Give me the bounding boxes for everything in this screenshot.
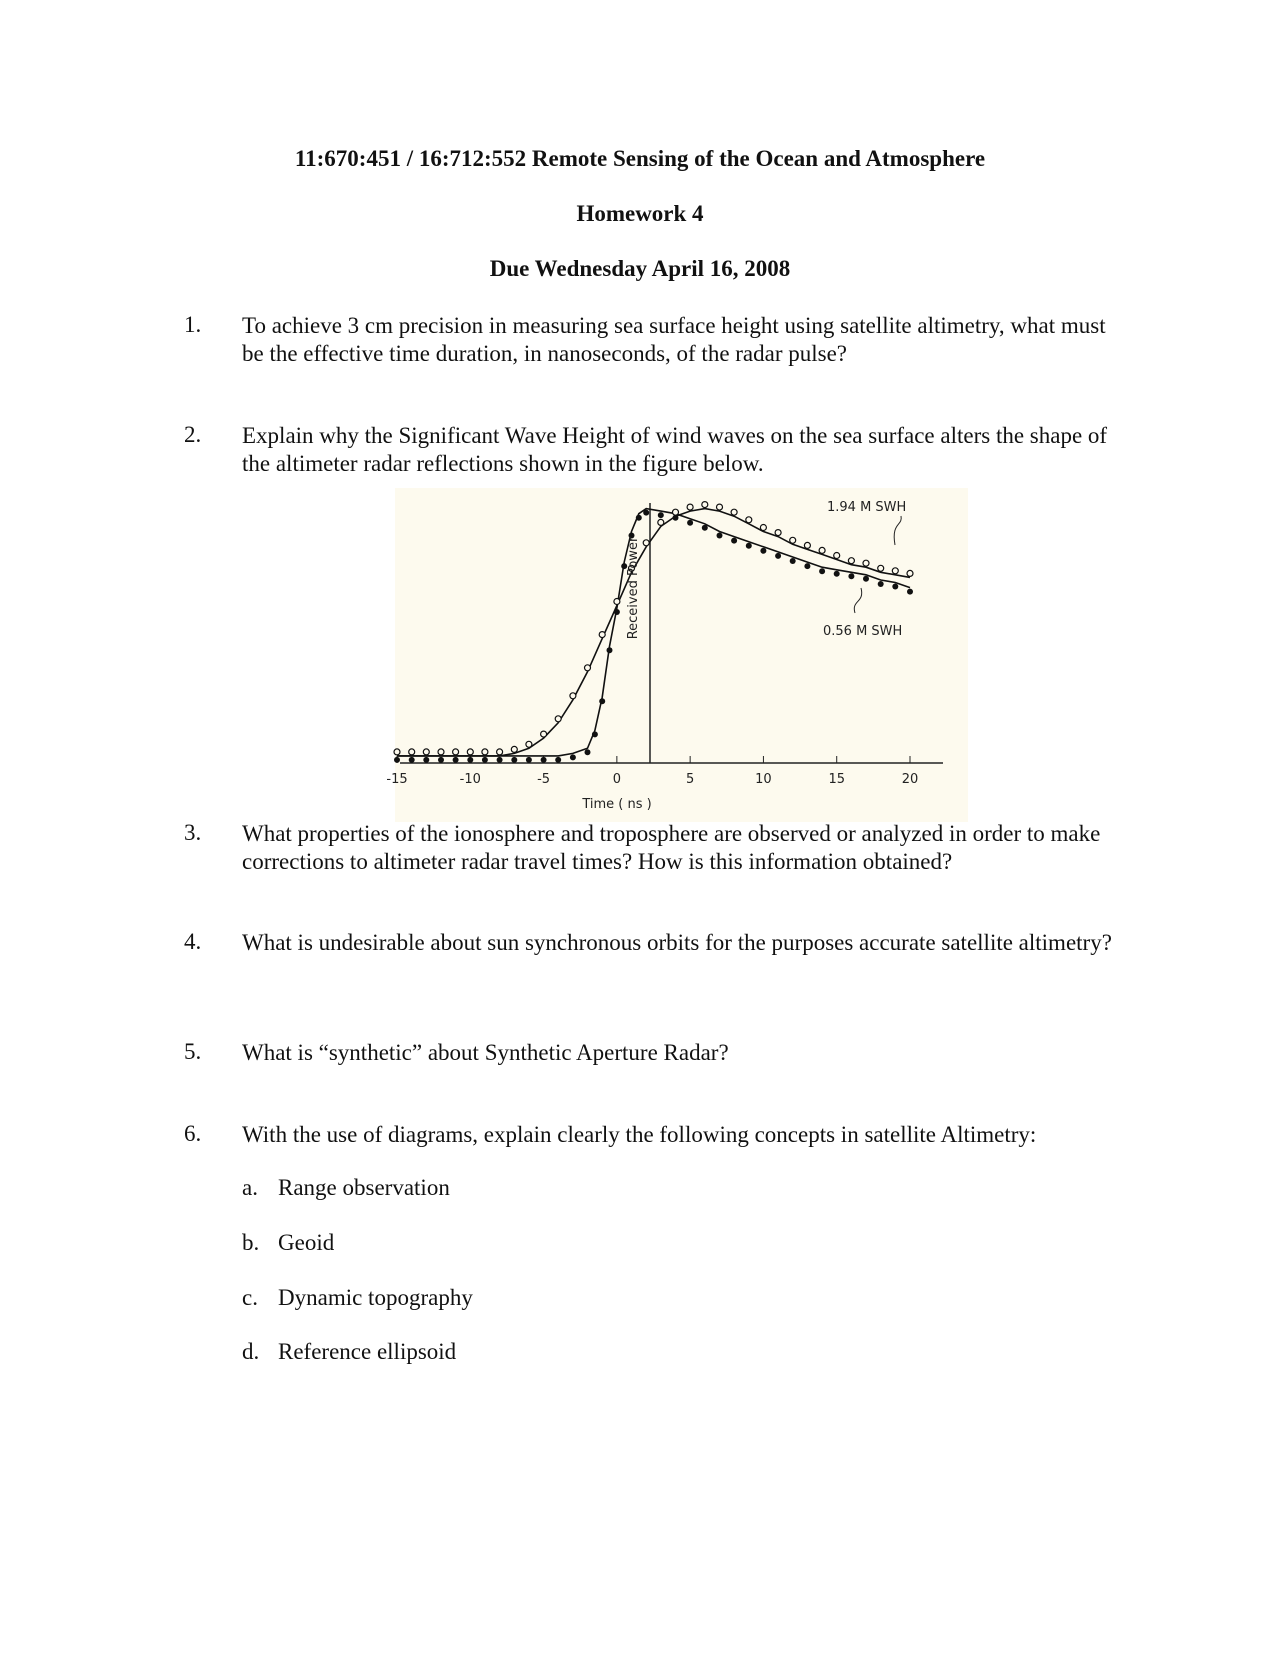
question-number: 6. bbox=[184, 1121, 202, 1146]
data-point-series-1 bbox=[878, 581, 884, 587]
y-axis-label: Received Power bbox=[626, 536, 641, 640]
course-title: 11:670:451 / 16:712:552 Remote Sensing of the Ocean and Atmosphere bbox=[294, 146, 986, 171]
data-point-series-1 bbox=[511, 757, 517, 763]
data-point-series-1 bbox=[746, 543, 752, 549]
data-point-series-1 bbox=[907, 589, 913, 595]
data-point-series-2 bbox=[453, 749, 459, 755]
question-text: With the use of diagrams, explain clearly the following concepts in satellite Altimetry: bbox=[242, 1122, 1037, 1147]
subitem bbox=[242, 1339, 456, 1365]
data-point-series-2 bbox=[863, 560, 869, 566]
data-point-series-1 bbox=[482, 757, 488, 763]
data-point-series-1 bbox=[394, 757, 400, 763]
data-point-series-2 bbox=[658, 519, 664, 525]
data-point-series-2 bbox=[702, 502, 708, 508]
question-text: What properties of the ionosphere and troposphere are observed or analyzed in order to make corrections to altimeter radar travel times? How is this information obtained? bbox=[242, 821, 1101, 874]
x-tick-label: 0 bbox=[612, 772, 621, 787]
subitem-label: b. bbox=[242, 1230, 260, 1255]
data-point-series-1 bbox=[636, 515, 642, 521]
data-point-series-2 bbox=[643, 540, 649, 546]
data-point-series-2 bbox=[555, 716, 561, 722]
data-point-series-1 bbox=[790, 558, 796, 564]
data-point-series-1 bbox=[658, 512, 664, 518]
data-point-series-2 bbox=[614, 599, 620, 605]
data-point-series-2 bbox=[731, 509, 737, 515]
x-tick-label: 20 bbox=[901, 772, 919, 787]
subitem bbox=[242, 1175, 450, 1201]
data-point-series-1 bbox=[863, 576, 869, 582]
question-text: What is “synthetic” about Synthetic Aperture Radar? bbox=[242, 1040, 729, 1065]
data-point-series-2 bbox=[423, 749, 429, 755]
subitem-label: c. bbox=[242, 1285, 258, 1310]
subitem-text: Range observation bbox=[278, 1175, 450, 1200]
data-point-series-1 bbox=[643, 510, 649, 516]
data-point-series-1 bbox=[453, 757, 459, 763]
data-point-series-2 bbox=[526, 741, 532, 747]
x-tick-label: -15 bbox=[386, 772, 408, 787]
data-point-series-1 bbox=[760, 548, 766, 554]
annotation-arrow-upper bbox=[894, 516, 901, 545]
data-point-series-2 bbox=[482, 749, 488, 755]
data-point-series-1 bbox=[423, 757, 429, 763]
data-point-series-1 bbox=[687, 520, 693, 526]
data-point-series-2 bbox=[760, 525, 766, 531]
data-point-series-1 bbox=[775, 553, 781, 559]
data-point-series-1 bbox=[526, 757, 532, 763]
data-point-series-1 bbox=[409, 757, 415, 763]
subitem bbox=[242, 1285, 473, 1311]
data-point-series-2 bbox=[687, 504, 693, 510]
annotation-0-56-swh: 0.56 M SWH bbox=[823, 624, 903, 639]
data-point-series-2 bbox=[775, 530, 781, 536]
data-point-series-2 bbox=[497, 749, 503, 755]
question-number: 4. bbox=[184, 929, 202, 954]
data-point-series-2 bbox=[819, 547, 825, 553]
data-point-series-1 bbox=[541, 757, 547, 763]
data-point-series-1 bbox=[819, 568, 825, 574]
x-tick-label: 15 bbox=[828, 772, 845, 787]
data-point-series-2 bbox=[848, 558, 854, 564]
subitem-label: a. bbox=[242, 1175, 258, 1200]
subitem-text: Geoid bbox=[278, 1230, 335, 1255]
data-point-series-2 bbox=[907, 570, 913, 576]
data-point-series-2 bbox=[790, 537, 796, 543]
question-number: 3. bbox=[184, 820, 202, 845]
data-point-series-1 bbox=[717, 533, 723, 539]
altimeter-waveform-figure bbox=[386, 488, 968, 822]
data-point-series-1 bbox=[607, 647, 613, 653]
data-point-series-2 bbox=[511, 746, 517, 752]
data-point-series-1 bbox=[585, 749, 591, 755]
data-point-series-2 bbox=[570, 693, 576, 699]
homework-title: Homework 4 bbox=[576, 201, 704, 226]
data-point-series-2 bbox=[541, 731, 547, 737]
data-point-series-2 bbox=[834, 553, 840, 559]
data-point-series-2 bbox=[673, 509, 679, 515]
data-point-series-1 bbox=[497, 757, 503, 763]
data-point-series-1 bbox=[848, 573, 854, 579]
data-point-series-2 bbox=[892, 568, 898, 574]
data-point-series-1 bbox=[555, 757, 561, 763]
x-tick-label: 10 bbox=[755, 772, 772, 787]
subitem bbox=[242, 1230, 334, 1256]
data-point-series-2 bbox=[394, 749, 400, 755]
data-point-series-2 bbox=[804, 542, 810, 548]
subitem-label: d. bbox=[242, 1339, 260, 1364]
x-tick-label: -5 bbox=[537, 772, 551, 787]
data-point-series-1 bbox=[438, 757, 444, 763]
data-point-series-2 bbox=[717, 504, 723, 510]
data-point-series-1 bbox=[731, 538, 737, 544]
data-point-series-1 bbox=[599, 698, 605, 704]
data-point-series-1 bbox=[467, 757, 473, 763]
x-tick-label: -10 bbox=[459, 772, 481, 787]
annotation-arrow-lower bbox=[854, 588, 861, 613]
data-point-series-1 bbox=[614, 609, 620, 615]
data-point-series-2 bbox=[746, 517, 752, 523]
data-point-series-2 bbox=[409, 749, 415, 755]
data-point-series-1 bbox=[804, 563, 810, 569]
data-point-series-2 bbox=[467, 749, 473, 755]
question-text: Explain why the Significant Wave Height of wind waves on the sea surface alters the shape of the altimeter radar reflections shown in the figure below. bbox=[242, 423, 1108, 476]
question-number: 2. bbox=[184, 422, 202, 447]
data-point-series-1 bbox=[892, 584, 898, 590]
data-point-series-2 bbox=[878, 565, 884, 571]
data-point-series-1 bbox=[592, 731, 598, 737]
question-number: 1. bbox=[184, 312, 202, 337]
data-point-series-2 bbox=[438, 749, 444, 755]
question-text: What is undesirable about sun synchronous orbits for the purposes accurate satellite altimetry? bbox=[242, 930, 1112, 955]
question-text: To achieve 3 cm precision in measuring sea surface height using satellite altimetry, what must be the effective time duration, in nanoseconds, of the radar pulse? bbox=[242, 313, 1106, 366]
subitem-text: Dynamic topography bbox=[278, 1285, 473, 1310]
data-point-series-2 bbox=[599, 632, 605, 638]
x-tick-label: 5 bbox=[686, 772, 695, 787]
x-axis-label: Time ( ns ) bbox=[582, 797, 652, 812]
data-point-series-2 bbox=[585, 665, 591, 671]
data-point-series-1 bbox=[834, 571, 840, 577]
data-point-series-1 bbox=[570, 754, 576, 760]
annotation-1-94-swh: 1.94 M SWH bbox=[827, 500, 907, 515]
data-point-series-1 bbox=[702, 525, 708, 531]
due-date: Due Wednesday April 16, 2008 bbox=[489, 256, 791, 281]
question-number: 5. bbox=[184, 1039, 202, 1064]
subitem-text: Reference ellipsoid bbox=[278, 1339, 457, 1364]
